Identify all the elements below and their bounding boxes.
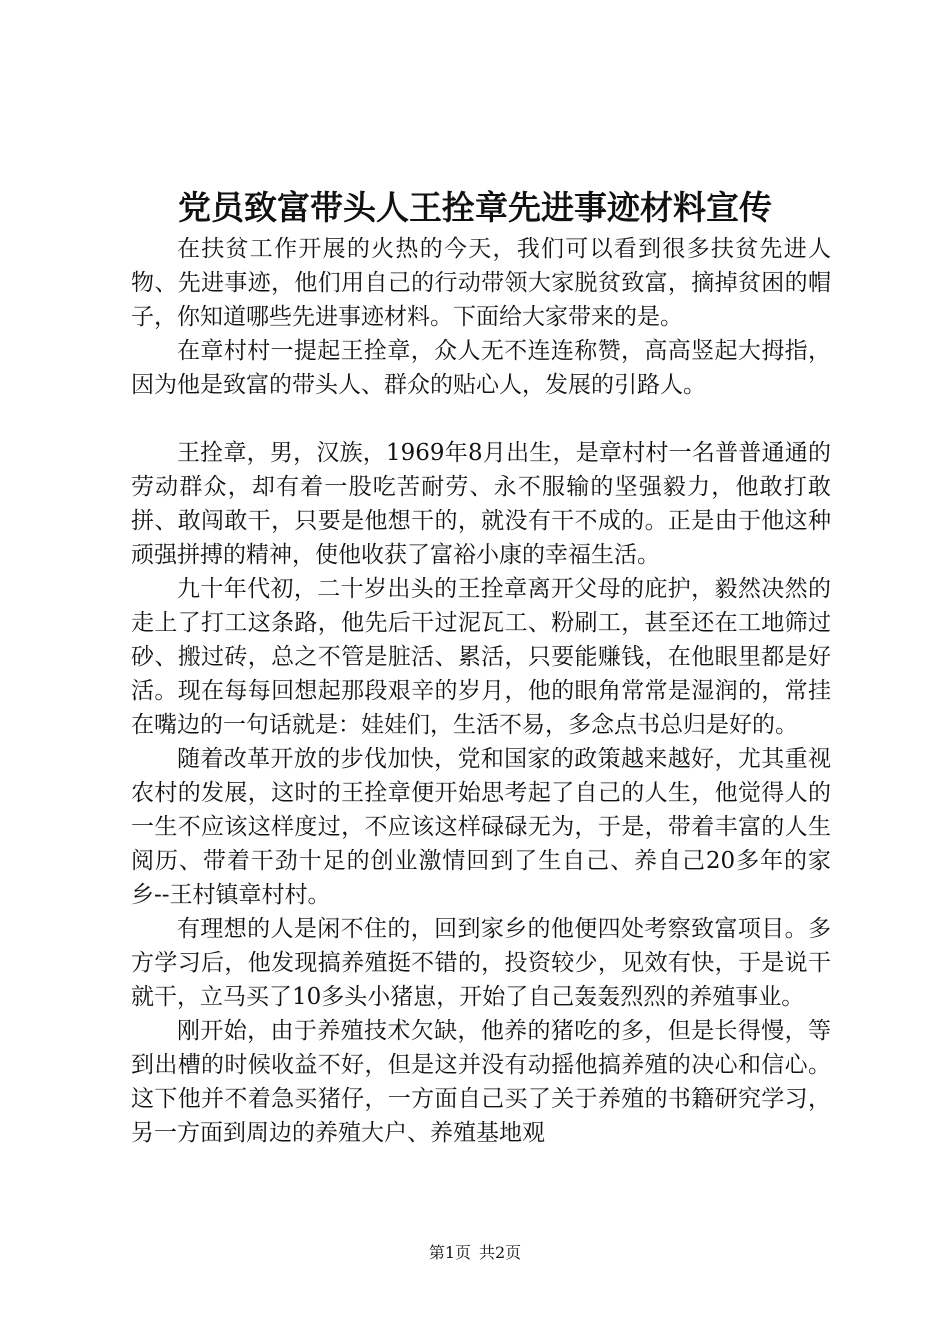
paragraph-spacer <box>131 402 831 436</box>
document-title: 党员致富带头人王拴章先进事迹材料宣传 <box>178 188 772 227</box>
document-body <box>131 232 831 1150</box>
page-total: 共2页 <box>479 1243 522 1262</box>
paragraph-early-work: 九十年代初，二十岁出头的王拴章离开父母的庇护，毅然决然的走上了打工这条路，他先后干过泥瓦工、粉刷工，甚至还在工地筛过砂、搬过砖，总之不管是脏活、累活，只要能赚钱，在他眼里都是好活。现在每每回想起那段艰辛的岁月，他的眼角常常是湿润的，常挂在嘴边的一句话就是：娃娃们，生活不易，多念点书总归是好的。 <box>131 576 831 738</box>
paragraph-early-struggle: 刚开始，由于养殖技术欠缺，他养的猪吃的多，但是长得慢，等到出槽的时候收益不好，但是这并没有动摇他搞养殖的决心和信心。这下他并不着急买猪仔，一方面自己买了关于养殖的书籍研究学习，另一方面到周边的养殖大户、养殖基地观 <box>131 1018 831 1146</box>
paragraph-intro: 在扶贫工作开展的火热的今天，我们可以看到很多扶贫先进人物、先进事迹，他们用自己的行动带领大家脱贫致富，摘掉贫困的帽子，你知道哪些先进事迹材料。下面给大家带来的是。 <box>131 236 831 330</box>
paragraph-start-farming: 有理想的人是闲不住的，回到家乡的他便四处考察致富项目。多方学习后，他发现搞养殖挺不错的，投资较少，见效有快，于是说干就干，立马买了10多头小猪崽，开始了自己轰轰烈烈的养殖事业。 <box>131 916 831 1010</box>
page-footer <box>0 1241 950 1265</box>
paragraph-return-home: 随着改革开放的步伐加快，党和国家的政策越来越好，尤其重视农村的发展，这时的王拴章便开始思考起了自己的人生，他觉得人的一生不应该这样度过，不应该这样碌碌无为，于是，带着丰富的人生阅历、带着干劲十足的创业激情回到了生自己、养自己20多年的家乡--王村镇章村村。 <box>131 746 831 908</box>
paragraph-profile: 王拴章，男，汉族，1969年8月出生，是章村村一名普普通通的劳动群众，却有着一股吃苦耐劳、永不服输的坚强毅力，他敢打敢拼、敢闯敢干，只要是他想干的，就没有干不成的。正是由于他这种顽强拼搏的精神，使他收获了富裕小康的幸福生活。 <box>131 440 831 568</box>
page-number: 第1页 <box>428 1243 471 1262</box>
paragraph-praise: 在章村村一提起王拴章，众人无不连连称赞，高高竖起大拇指，因为他是致富的带头人、群众的贴心人，发展的引路人。 <box>131 338 831 398</box>
